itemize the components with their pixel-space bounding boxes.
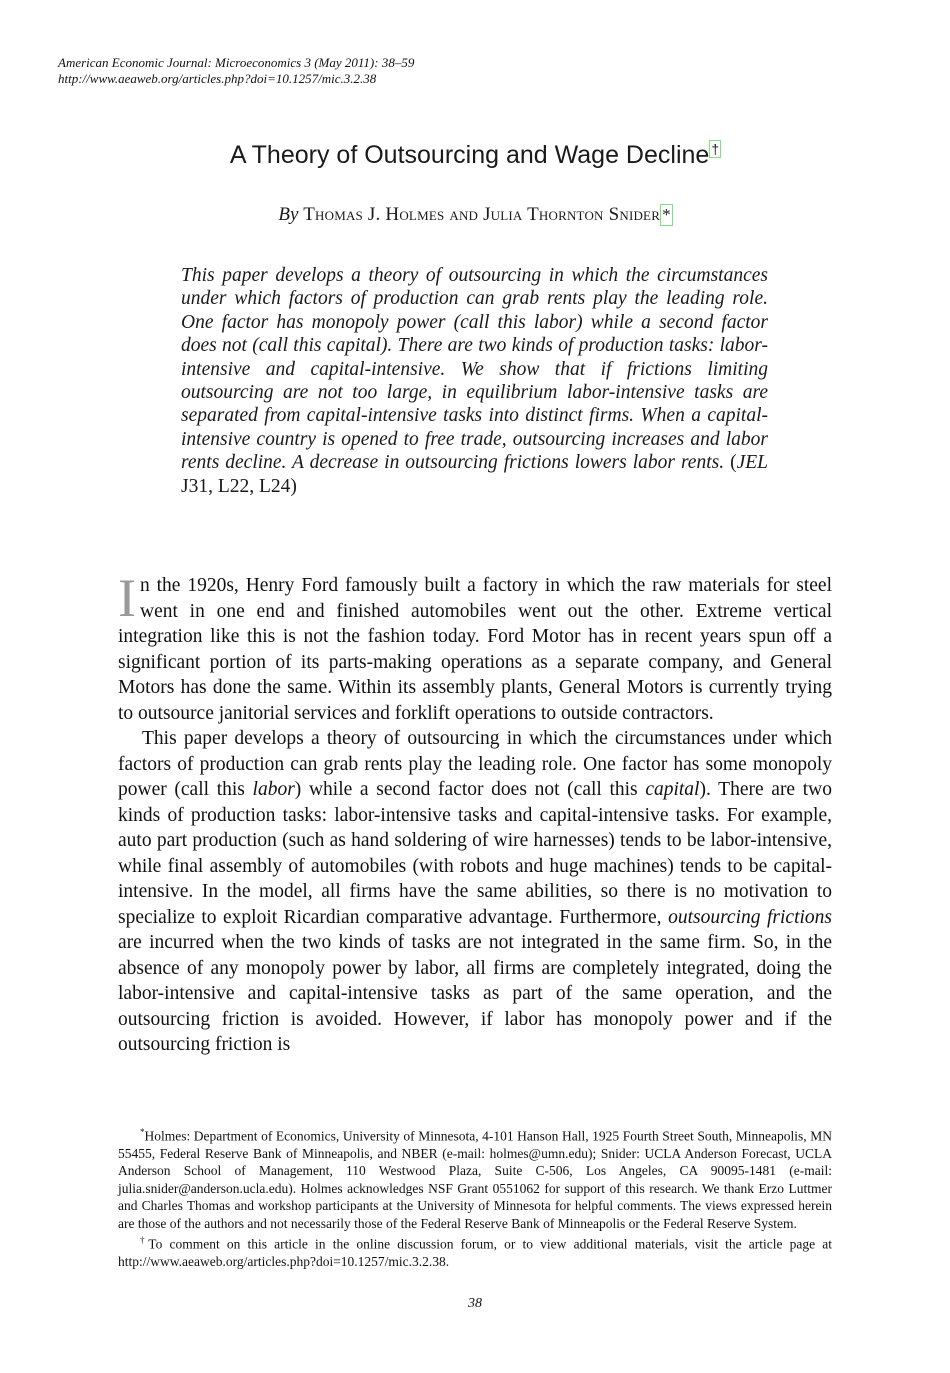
footnote-dagger-mark: † bbox=[140, 1234, 149, 1245]
term-capital: capital bbox=[645, 779, 700, 800]
article-title-text: A Theory of Outsourcing and Wage Decline bbox=[229, 141, 710, 169]
term-outsourcing-frictions: outsourcing frictions bbox=[668, 906, 832, 928]
term-labor: labor bbox=[252, 779, 295, 800]
jel-label: JEL bbox=[736, 452, 768, 474]
author-names: Thomas J. Holmes and Julia Thornton Snider bbox=[303, 204, 661, 225]
footnote-authors-text: Holmes: Department of Economics, University of Minnesota, 4-101 Hanson Hall, 1925 Fourth Street South, Minneapolis, MN 55455, Federal Reserve Bank of Minneapolis, and NBER (e-mail: holmes@umn.edu); Snider: UCLA Anderson Forecast, UCLA Anderson School of Management, 110 Westwood Plaza, Suite C-506, Los Angeles, CA 90095-1481 (e-mail: julia.snider@anderson.ucla.edu). Holmes acknowledges NSF Grant 0551062 for support of this research. We thank Erzo Luttmer and Charles Thomas and workshop participants at the University of Minnesota for helpful comments. The views expressed herein are those of the authors and not necessarily those of the Federal Reserve Bank of Minneapolis or the Federal Reserve System. bbox=[118, 1128, 832, 1231]
abstract-text: This paper develops a theory of outsourcing in which the circumstances under which factors of production can grab rents play the leading role. One factor has monopoly power (call this labor) while a second factor does not (call this capital). There are two kinds of production tasks: labor-intensive and capital-intensive. We show that if frictions limiting outsourcing are not too large, in equilibrium labor-intensive tasks are separated from capital-intensive tasks into distinct firms. When a capital-intensive country is opened to free trade, outsourcing increases and labor rents decline. A decrease in outsourcing frictions lowers labor rents. bbox=[181, 265, 768, 474]
footnote-comment-text: To comment on this article in the online discussion forum, or to view additional materials, visit the article page at http://www.aeaweb.org/articles.php?doi=10.1257/mic.3.2.38. bbox=[118, 1236, 833, 1269]
paragraph-1 bbox=[118, 568, 832, 726]
paragraph-2-text-d: are incurred when the two kinds of tasks are not integrated in the same firm. So, in the absence of any monopoly power by labor, all firms are completely integrated, doing the labor-intensive and capital-intensive tasks as part of the same operation, and the outsourcing friction is avoided. However, if labor has monopoly power and if the outsourcing friction is bbox=[118, 932, 832, 1055]
body-text bbox=[118, 568, 833, 1058]
author-byline bbox=[0, 204, 950, 226]
title-footnote-link[interactable]: † bbox=[711, 141, 720, 157]
journal-citation: American Economic Journal: Microeconomics 3 (May 2011): 38–59 bbox=[58, 55, 415, 70]
footnotes bbox=[118, 1124, 832, 1270]
journal-header bbox=[58, 55, 414, 87]
byline-prefix: By bbox=[278, 204, 299, 225]
author-footnote-link[interactable]: * bbox=[662, 205, 671, 224]
jel-codes: J31, L22, L24) bbox=[181, 475, 297, 497]
paragraph-2-text-a: This paper develops a theory of outsourcing in which the circumstances under which factors of production can grab rents play the leading role. One factor has some monopoly power (call this bbox=[118, 728, 832, 800]
footnote-comment bbox=[118, 1232, 832, 1270]
article-url[interactable]: http://www.aeaweb.org/articles.php?doi=10.1257/mic.3.2.38 bbox=[58, 71, 377, 86]
paragraph-2 bbox=[118, 726, 832, 1058]
article-title bbox=[0, 141, 950, 170]
paragraph-2-text-b: ) while a second factor does not (call this bbox=[294, 779, 646, 800]
paragraph-2-text-c: ). There are two kinds of production tasks: labor-intensive tasks and capital-intensive tasks. For example, auto part production (such as hand soldering of wire harnesses) tends to be labor-intensive, while final assembly of automobiles (with robots and huge machines) tends to be capital-intensive. In the model, all firms have the same abilities, so there is no motivation to specialize to exploit Ricardian comparative advantage. Furthermore, bbox=[118, 779, 833, 928]
drop-cap: I bbox=[118, 568, 136, 628]
jel-open-paren: ( bbox=[730, 452, 737, 474]
footnote-authors bbox=[118, 1124, 832, 1232]
paragraph-1-text: n the 1920s, Henry Ford famously built a factory in which the raw materials for steel went in one end and finished automobiles went out the other. Extreme vertical integration like this is not the fashion today. Ford Motor has in recent years spun off a significant portion of its parts-making operations as a separate company, and General Motors has done the same. Within its assembly plants, General Motors is currently trying to outsource janitorial services and forklift operations to outside contractors. bbox=[118, 575, 832, 724]
footnote-star-mark: * bbox=[140, 1127, 145, 1137]
abstract bbox=[181, 264, 768, 498]
page-number: 38 bbox=[468, 1296, 482, 1311]
